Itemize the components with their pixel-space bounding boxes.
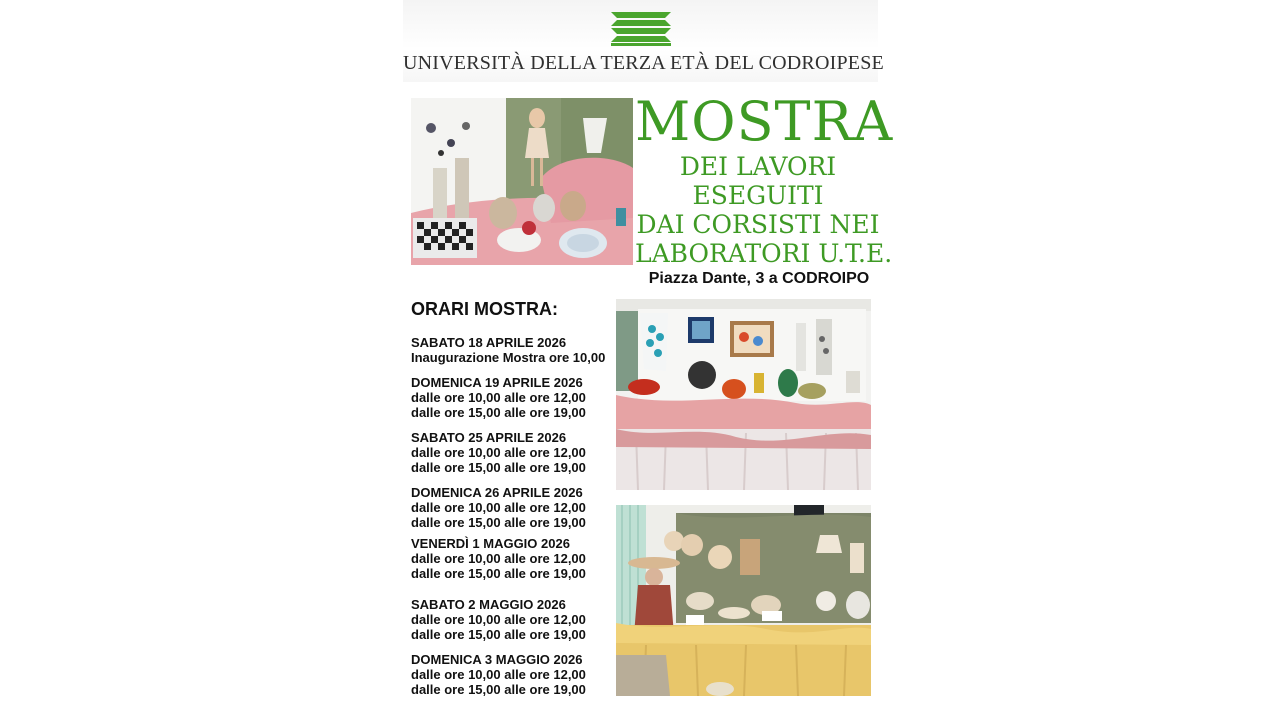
schedule-date: DOMENICA 26 APRILE 2026 xyxy=(411,485,583,500)
schedule-hours: dalle ore 10,00 alle ore 12,00 xyxy=(411,445,586,461)
poster-header xyxy=(403,0,884,82)
stacked-books-icon xyxy=(609,10,673,48)
schedule-date: DOMENICA 3 MAGGIO 2026 xyxy=(411,652,583,667)
schedule-hours: dalle ore 10,00 alle ore 12,00 xyxy=(411,612,586,628)
subtitle-line: DEI LAVORI xyxy=(679,152,837,181)
subtitle-line: DAI CORSISTI NEI xyxy=(636,210,880,239)
schedule-day xyxy=(411,652,621,698)
subtitle-line: ESEGUITI xyxy=(692,181,824,210)
schedule-hours: dalle ore 15,00 alle ore 19,00 xyxy=(411,405,586,421)
artworks-photo xyxy=(616,299,871,490)
schedule-day xyxy=(411,536,621,582)
exhibition-address: Piazza Dante, 3 a CODROIPO xyxy=(648,270,870,287)
schedule-day xyxy=(411,335,621,365)
schedule-date: SABATO 25 APRILE 2026 xyxy=(411,430,567,445)
ceramics-photo xyxy=(411,98,633,265)
exhibition-title: MOSTRA xyxy=(635,90,894,153)
schedule-hours: Inaugurazione Mostra ore 10,00 xyxy=(411,350,606,366)
baskets-photo xyxy=(616,505,871,696)
schedule-day xyxy=(411,375,621,421)
exhibition-poster xyxy=(403,0,894,720)
subtitle-line: LABORATORI U.T.E. xyxy=(635,239,893,268)
schedule-hours: dalle ore 10,00 alle ore 12,00 xyxy=(411,390,586,406)
schedule-day xyxy=(411,430,621,476)
schedule-day xyxy=(411,597,621,643)
institution-name: UNIVERSITÀ DELLA TERZA ETÀ DEL CODROIPESE xyxy=(403,52,884,74)
schedule-hours: dalle ore 15,00 alle ore 19,00 xyxy=(411,682,586,698)
schedule-date: DOMENICA 19 APRILE 2026 xyxy=(411,375,583,390)
schedule-date: VENERDÌ 1 MAGGIO 2026 xyxy=(411,536,570,551)
schedule-hours: dalle ore 10,00 alle ore 12,00 xyxy=(411,500,586,516)
schedule-date: SABATO 2 MAGGIO 2026 xyxy=(411,597,566,612)
schedule-hours: dalle ore 15,00 alle ore 19,00 xyxy=(411,460,586,476)
exhibition-subtitle xyxy=(635,152,893,268)
schedule-hours: dalle ore 15,00 alle ore 19,00 xyxy=(411,515,586,531)
schedule-date: SABATO 18 APRILE 2026 xyxy=(411,335,567,350)
schedule-day xyxy=(411,485,621,531)
schedule-title: ORARI MOSTRA: xyxy=(411,299,558,319)
schedule-hours: dalle ore 15,00 alle ore 19,00 xyxy=(411,627,586,643)
schedule-hours: dalle ore 10,00 alle ore 12,00 xyxy=(411,667,586,683)
schedule-hours: dalle ore 10,00 alle ore 12,00 xyxy=(411,551,586,567)
schedule-hours: dalle ore 15,00 alle ore 19,00 xyxy=(411,566,586,582)
